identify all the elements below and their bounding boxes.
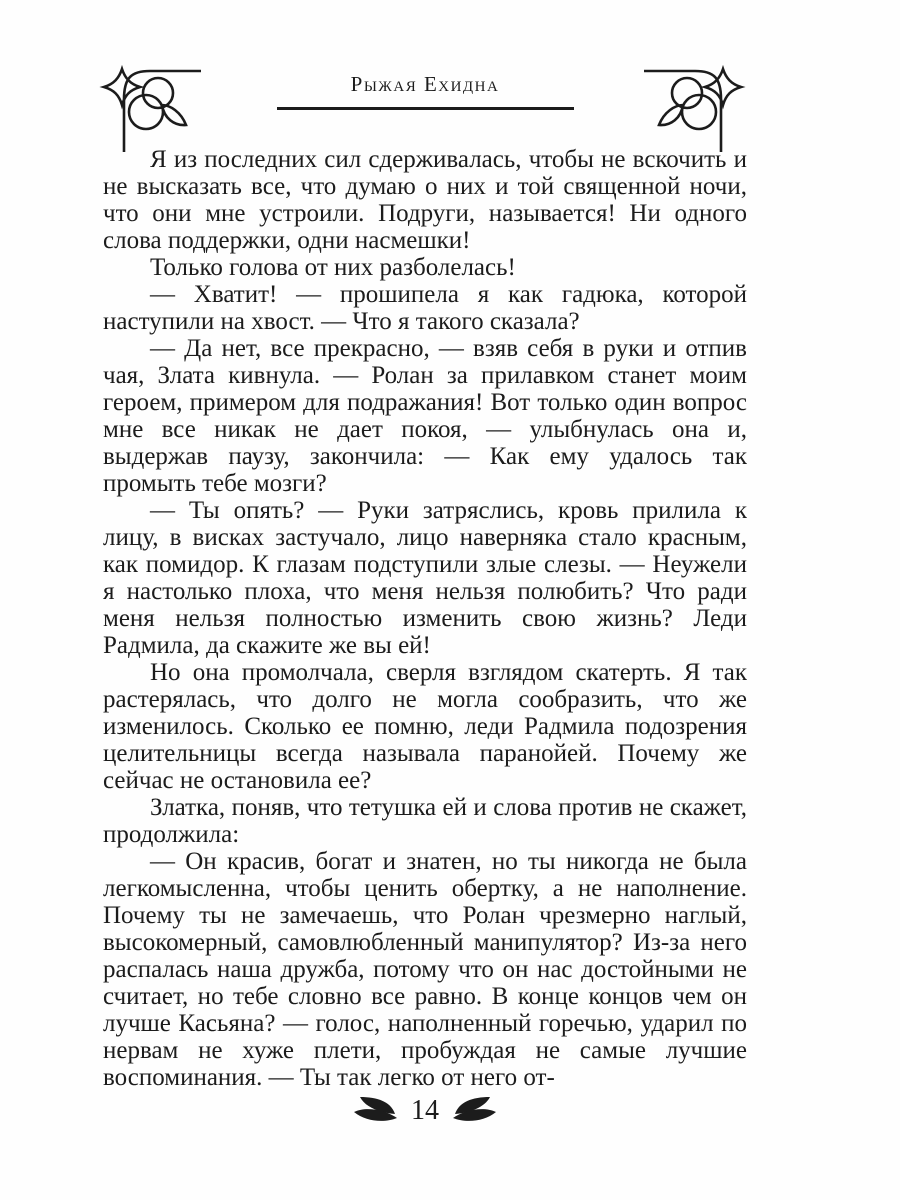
running-head-title: Рыжая Ехидна [350,72,500,96]
leaf-fleuron-icon-mirrored [450,1097,496,1123]
paragraph: Но она промолчала, сверля взглядом скатерть. Я так растерялась, что долго не могла сообразить, что же изменилось. Сколько ее помню, леди Радмила подозрения целительницы всегда называла паранойей. Почему же сейчас не остановила ее? [103,659,747,794]
paragraph: — Да нет, все прекрасно, — взяв себя в руки и отпив чая, Злата кивнула. — Ролан за прилавком станет моим героем, примером для подражания! Вот только один вопрос мне все никак не дает покоя, — улыбнулась она и, выдержав паузу, закончила: — Как ему удалось так промыть тебе мозги? [103,335,747,497]
paragraph: — Он красив, богат и знатен, но ты никогда не была легкомысленна, чтобы ценить обертку, а не наполнение. Почему ты не замечаешь, что Ролан чрезмерно наглый, высокомерный, самовлюбленный манипулятор? Из-за него распалась наша дружба, потому что он нас достойными не считает, но тебе словно все равно. В конце концов чем он лучше Касьяна? — голос, наполненный горечью, ударил по нервам не хуже плети, пробуждая не самые лучшие воспоминания. — Ты так легко от него от- [103,848,747,1091]
paragraph: Я из последних сил сдерживалась, чтобы не вскочить и не высказать все, что думаю о них и той священной ночи, что они мне устроили. Подруги, называется! Ни одного слова поддержки, одни насмешки! [103,146,747,254]
header-rule [277,107,574,110]
paragraph: — Хватит! — прошипела я как гадюка, которой наступили на хвост. — Что я такого сказала? [103,281,747,335]
paragraph: Только голова от них разболелась! [150,254,516,281]
page-number: 14 [411,1095,439,1126]
body-text [103,146,747,1095]
leaf-fleuron-icon [354,1097,400,1123]
page-footer [103,1096,747,1124]
paragraph: — Ты опять? — Руки затряслись, кровь прилила к лицу, в висках застучало, лицо наверняка стало красным, как помидор. К глазам подступили злые слезы. — Неужели я настолько плоха, что меня нельзя полюбить? Что ради меня нельзя полностью изменить свою жизнь? Леди Радмила, да скажите же вы ей! [103,497,747,659]
paragraph: Златка, поняв, что тетушка ей и слова против не скажет, продолжила: [103,794,747,848]
